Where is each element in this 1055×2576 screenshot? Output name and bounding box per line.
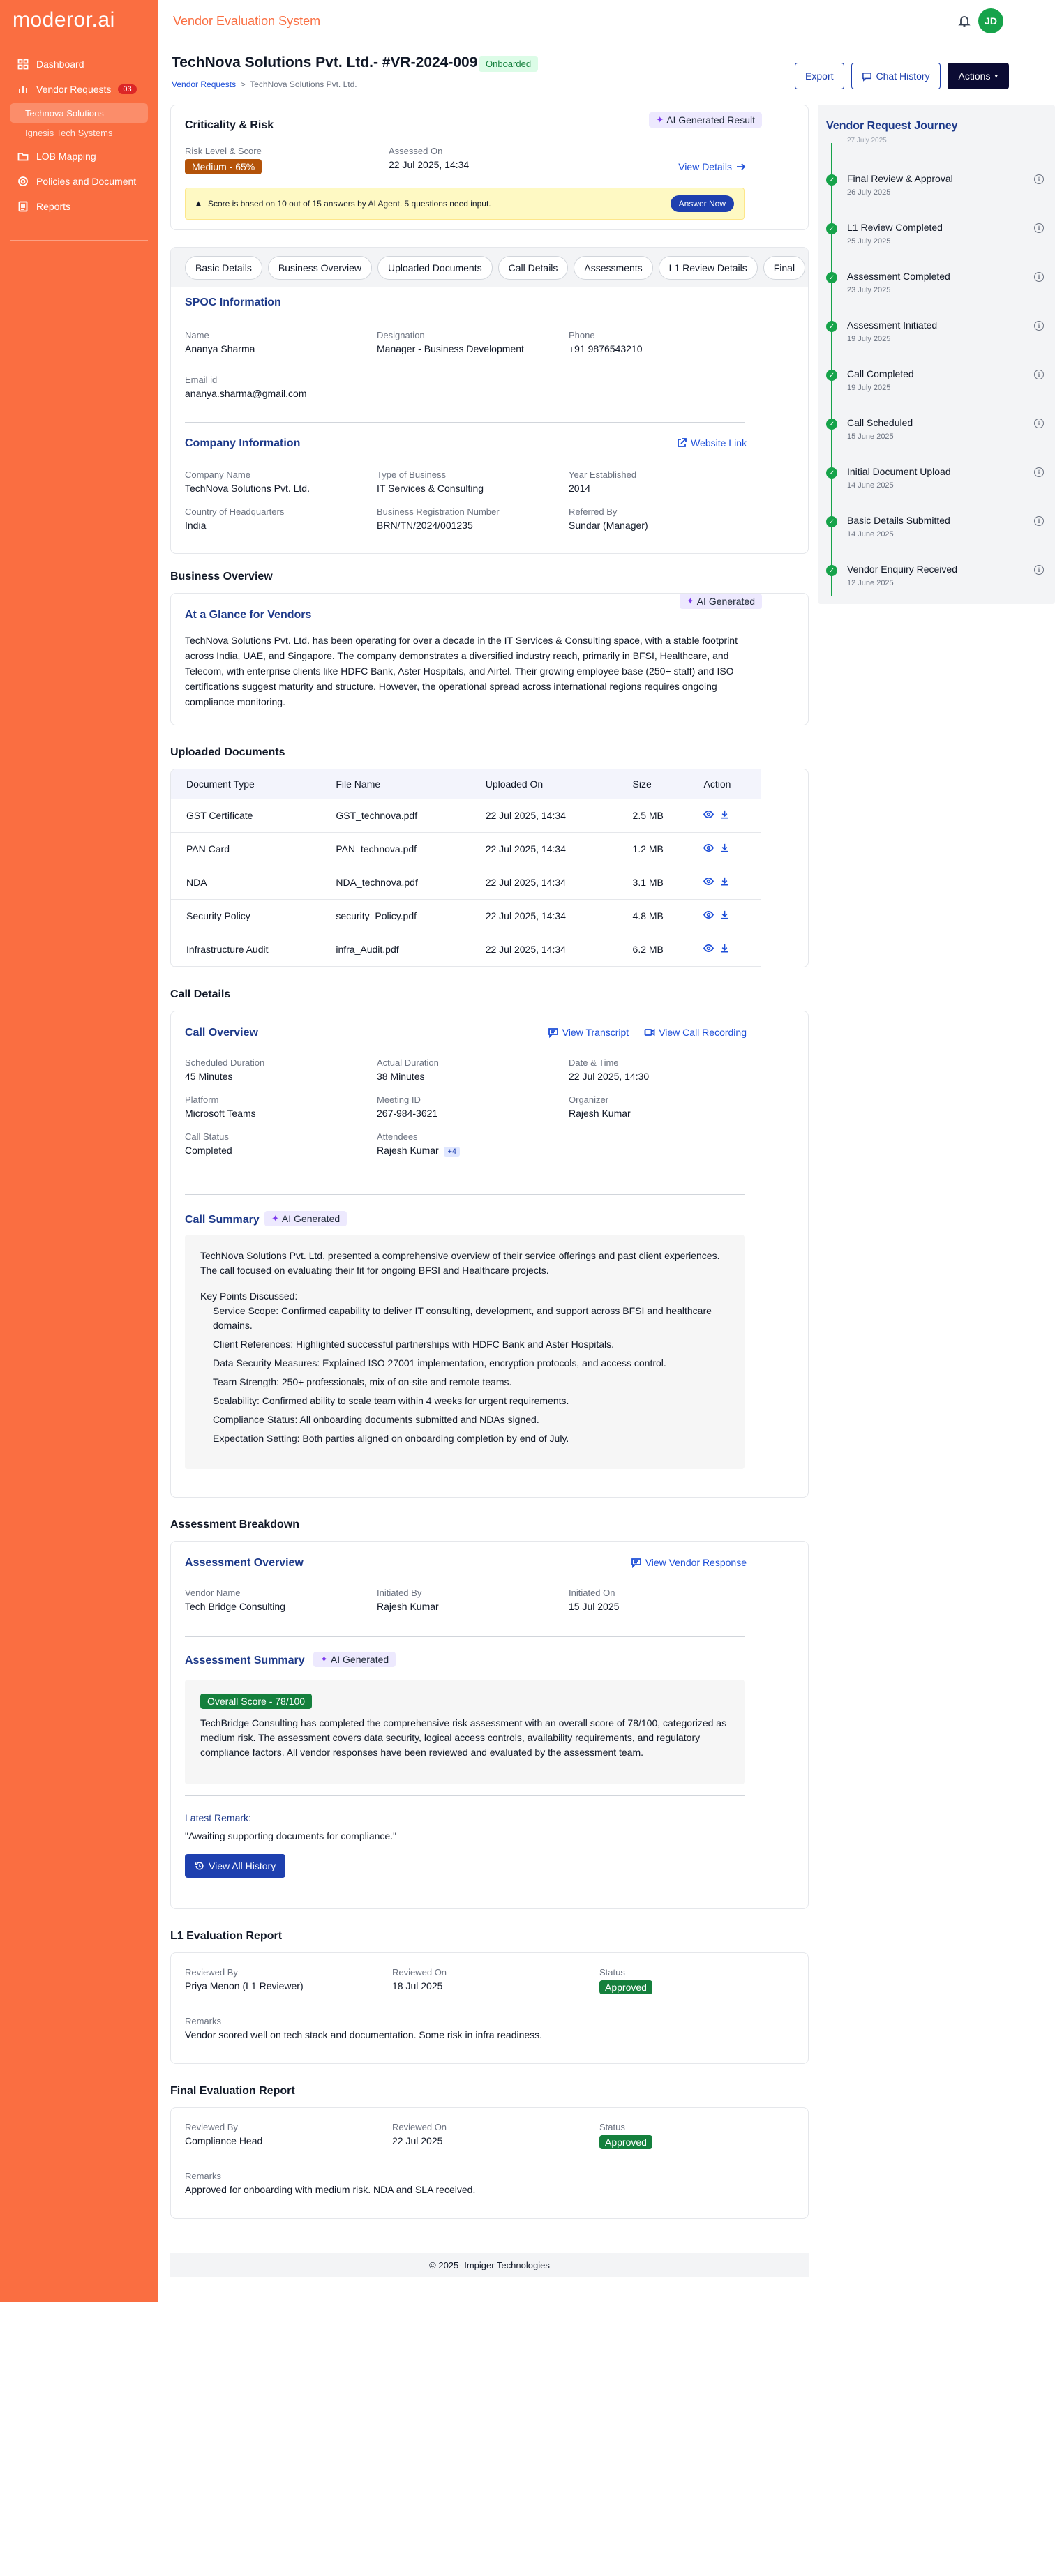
ai-label: AI Generated Result xyxy=(666,114,755,126)
timeline-step[interactable] xyxy=(826,319,1049,354)
info-icon[interactable]: i xyxy=(1034,174,1044,184)
sidebar-item-label: Dashboard xyxy=(36,59,84,70)
main-content xyxy=(170,105,809,2219)
timeline-step[interactable] xyxy=(826,222,1049,257)
history-icon xyxy=(195,1861,204,1871)
view-recording-link[interactable] xyxy=(644,1027,747,1038)
field-value: Tech Bridge Consulting xyxy=(185,1601,285,1612)
chat-icon xyxy=(862,71,872,82)
action-cell xyxy=(688,799,761,832)
journey-title: Vendor Request Journey xyxy=(826,120,958,132)
details-card xyxy=(170,247,809,554)
check-icon: ✓ xyxy=(826,174,837,186)
info-icon[interactable]: i xyxy=(1034,516,1044,526)
sidebar-item-label: Policies and Document xyxy=(36,176,137,187)
ai-label: AI Generated xyxy=(330,1654,389,1665)
warning-text: Score is based on 10 out of 15 answers by AI Agent. 5 questions need input. xyxy=(208,199,491,209)
action-cell xyxy=(688,933,761,966)
assessed-label: Assessed On xyxy=(389,146,443,156)
list-item: Compliance Status: All onboarding documents submitted and NDAs signed. xyxy=(213,1414,539,1425)
field-label: Attendees xyxy=(377,1131,418,1142)
cell: Security Policy xyxy=(171,899,320,933)
latest-remark-label: Latest Remark: xyxy=(185,1812,251,1823)
bar-chart-icon xyxy=(17,83,29,96)
website-link[interactable] xyxy=(676,437,747,449)
breadcrumb-root[interactable]: Vendor Requests xyxy=(172,80,237,89)
step-name: Assessment Completed xyxy=(847,271,950,282)
column-header: Action xyxy=(688,769,761,799)
breadcrumb xyxy=(172,80,357,89)
field-label: Name xyxy=(185,330,209,340)
documents-heading: Uploaded Documents xyxy=(170,746,285,758)
step-name: Initial Document Upload xyxy=(847,466,951,477)
step-date: 23 July 2025 xyxy=(847,286,891,294)
field-value: Completed xyxy=(185,1145,232,1156)
risk-label: Risk Level & Score xyxy=(185,146,262,156)
table-row xyxy=(171,933,761,966)
approved-badge: Approved xyxy=(599,1980,652,1994)
timeline-step[interactable] xyxy=(826,173,1049,208)
sparkle-icon: ✦ xyxy=(656,114,664,125)
tab-uploaded-documents[interactable]: Uploaded Documents xyxy=(377,256,493,280)
spoc-email-field xyxy=(185,375,307,399)
check-icon: ✓ xyxy=(826,370,837,381)
timeline-step[interactable] xyxy=(826,515,1049,550)
sidebar-item-policies[interactable] xyxy=(10,170,148,193)
company-fields xyxy=(185,469,761,531)
call-summary-intro: TechNova Solutions Pvt. Ltd. presented a comprehensive overview of their service offerings and past client experiences. The call focused on evaluating their fit for ongoing BFSI and Healthcare projects. xyxy=(200,1250,720,1276)
cell: GST Certificate xyxy=(171,799,320,832)
cell: 3.1 MB xyxy=(618,866,689,899)
answer-now-button[interactable]: Answer Now xyxy=(671,195,734,212)
view-recording-label: View Call Recording xyxy=(659,1027,747,1038)
step-name: Vendor Enquiry Received xyxy=(847,564,957,575)
l1-heading: L1 Evaluation Report xyxy=(170,1930,283,1942)
cell: 22 Jul 2025, 14:34 xyxy=(470,866,618,899)
l1-card xyxy=(170,1952,809,2064)
field-label: Call Status xyxy=(185,1131,229,1142)
eye-icon[interactable] xyxy=(703,911,719,922)
view-all-history-label: View All History xyxy=(209,1860,276,1871)
sidebar-item-reports[interactable] xyxy=(10,195,148,218)
check-icon: ✓ xyxy=(826,419,837,430)
step-name: Call Scheduled xyxy=(847,417,913,428)
cell: 6.2 MB xyxy=(618,933,689,966)
sidebar-subitem-ignesis[interactable]: Ignesis Tech Systems xyxy=(25,127,113,138)
cell: 4.8 MB xyxy=(618,899,689,933)
actions-label: Actions xyxy=(958,70,991,82)
tab-bar xyxy=(171,248,809,287)
field-label: Vendor Name xyxy=(185,1588,241,1598)
column-header: Uploaded On xyxy=(470,769,618,799)
list-item: Data Security Measures: Explained ISO 27001 implementation, encryption protocols, and access control. xyxy=(213,1357,666,1369)
field-label: Email id xyxy=(185,375,218,385)
header-actions xyxy=(795,63,1009,89)
cell: 22 Jul 2025, 14:34 xyxy=(470,899,618,933)
chevron-down-icon: ▾ xyxy=(994,72,998,80)
call-overview-title: Call Overview xyxy=(185,1027,258,1039)
timeline-step[interactable] xyxy=(826,271,1049,306)
step-date: 14 June 2025 xyxy=(847,530,894,538)
video-icon xyxy=(644,1027,655,1038)
external-link-icon xyxy=(676,437,687,449)
view-details-label: View Details xyxy=(678,161,732,172)
l1-remarks xyxy=(185,2016,542,2040)
call-fields xyxy=(185,1057,761,1156)
cell: GST_technova.pdf xyxy=(320,799,470,832)
field-value: Sundar (Manager) xyxy=(569,520,648,531)
field-value: 45 Minutes xyxy=(185,1071,233,1082)
arrow-right-icon xyxy=(735,161,747,172)
field-value: Ananya Sharma xyxy=(185,343,255,354)
company-title: Company Information xyxy=(185,437,301,449)
grid-icon xyxy=(17,58,29,70)
field-value: IT Services & Consulting xyxy=(377,483,484,494)
info-icon[interactable]: i xyxy=(1034,565,1044,575)
field-value: BRN/TN/2024/001235 xyxy=(377,520,473,531)
step-date: 25 July 2025 xyxy=(847,237,891,246)
business-overview-card xyxy=(170,593,809,725)
sparkle-icon: ✦ xyxy=(271,1213,279,1223)
chat-history-button[interactable] xyxy=(851,63,941,89)
cell: 22 Jul 2025, 14:34 xyxy=(470,799,618,832)
info-icon[interactable]: i xyxy=(1034,419,1044,428)
call-details-heading: Call Details xyxy=(170,988,231,1000)
field-value: 18 Jul 2025 xyxy=(392,1980,443,1991)
step-date: 14 June 2025 xyxy=(847,481,894,490)
field-label: Organizer xyxy=(569,1094,609,1105)
cell: infra_Audit.pdf xyxy=(320,933,470,966)
step-date: 26 July 2025 xyxy=(847,188,891,197)
eye-icon[interactable] xyxy=(703,844,719,855)
assessment-summary-text: TechBridge Consulting has completed the comprehensive risk assessment with an overall score of 78/100, categorized as medium risk. The assessment covers data security, logical access controls, availability requirements, and regulatory compliance factors. All vendor responses have been reviewed and evaluated by the assessment team. xyxy=(200,1717,727,1758)
field-label: Company Name xyxy=(185,469,250,480)
step-name: L1 Review Completed xyxy=(847,222,943,233)
criticality-title: Criticality & Risk xyxy=(185,119,274,131)
cell: 22 Jul 2025, 14:34 xyxy=(470,832,618,866)
view-all-history-button[interactable] xyxy=(185,1854,285,1878)
ai-generated-badge xyxy=(649,112,762,128)
attendees-value xyxy=(377,1145,569,1156)
sidebar-item-label: Reports xyxy=(36,201,71,212)
check-icon: ✓ xyxy=(826,516,837,527)
field-label: Actual Duration xyxy=(377,1057,439,1068)
sidebar-divider xyxy=(10,240,148,241)
journey-timeline xyxy=(818,105,1055,604)
table-row xyxy=(171,899,761,933)
export-label: Export xyxy=(805,70,834,82)
sparkle-icon: ✦ xyxy=(320,1654,328,1664)
journey-top-date: 27 July 2025 xyxy=(847,137,887,144)
call-details-card xyxy=(170,1011,809,1498)
assessment-fields xyxy=(185,1588,761,1612)
assessment-heading: Assessment Breakdown xyxy=(170,1519,299,1530)
view-vendor-response-label: View Vendor Response xyxy=(645,1557,747,1568)
tab-assessments[interactable]: Assessments xyxy=(574,256,652,280)
overall-score-badge: Overall Score - 78/100 xyxy=(200,1694,312,1709)
cell: 2.5 MB xyxy=(618,799,689,832)
assessment-card xyxy=(170,1541,809,1909)
key-points-list xyxy=(200,1304,729,1446)
l1-fields xyxy=(185,1967,753,1994)
field-label: Platform xyxy=(185,1094,219,1105)
risk-badge: Medium - 65% xyxy=(185,159,262,174)
step-name: Call Completed xyxy=(847,368,914,379)
folder-icon xyxy=(17,150,29,163)
assessed-value: 22 Jul 2025, 14:34 xyxy=(389,159,470,170)
business-overview-text: TechNova Solutions Pvt. Ltd. has been operating for over a decade in the IT Services & Consulting space, with a stable footprint across India, UAE, and Singapore. The company demonstrates a diversified industry reach, primarily in BFSI, Healthcare, and Telecom, with enterprise clients like HDFC Bank, Aster Hospitals, and Airtel. Their growing employee base (250+ staff) and ISO certifications suggest maturity and structure. However, the operational spread across international regions requires ongoing compliance monitoring. xyxy=(185,635,738,707)
latest-remark-text: "Awaiting supporting documents for compliance." xyxy=(185,1830,397,1841)
ai-label: AI Generated xyxy=(281,1213,341,1224)
ai-label: AI Generated xyxy=(696,596,755,607)
field-value: 2014 xyxy=(569,483,591,494)
transcript-icon xyxy=(548,1027,559,1038)
action-cell xyxy=(688,899,761,933)
table-header-row xyxy=(171,769,761,799)
final-card xyxy=(170,2107,809,2219)
field-label: Reviewed On xyxy=(392,2122,447,2132)
export-button[interactable] xyxy=(795,63,844,89)
field-label: Remarks xyxy=(185,2016,222,2026)
response-icon xyxy=(631,1557,642,1568)
sparkle-icon: ✦ xyxy=(686,596,694,606)
divider xyxy=(185,1795,745,1796)
field-label: Year Established xyxy=(569,469,637,480)
business-overview-heading: Business Overview xyxy=(170,571,273,582)
breadcrumb-separator: > xyxy=(240,80,246,89)
ai-generated-badge xyxy=(680,594,762,609)
assessment-summary-box xyxy=(185,1680,745,1784)
timeline-step[interactable] xyxy=(826,368,1049,403)
check-icon: ✓ xyxy=(826,321,837,332)
table-row xyxy=(171,832,761,866)
step-name: Basic Details Submitted xyxy=(847,515,950,526)
list-item: Team Strength: 250+ professionals, mix of on-site and remote teams. xyxy=(213,1376,512,1387)
spoc-fields xyxy=(185,330,761,354)
sidebar-item-dashboard[interactable] xyxy=(10,53,148,75)
step-date: 15 June 2025 xyxy=(847,432,894,441)
field-label: Referred By xyxy=(569,506,618,517)
field-value: TechNova Solutions Pvt. Ltd. xyxy=(185,483,310,494)
download-icon[interactable] xyxy=(719,911,735,922)
sidebar-item-label: LOB Mapping xyxy=(36,151,96,162)
action-cell xyxy=(688,866,761,899)
field-label: Phone xyxy=(569,330,595,340)
ai-generated-badge xyxy=(264,1211,347,1226)
cell: 22 Jul 2025, 14:34 xyxy=(470,933,618,966)
cell: PAN_technova.pdf xyxy=(320,832,470,866)
field-label: Designation xyxy=(377,330,425,340)
assessment-summary-title: Assessment Summary xyxy=(185,1655,305,1666)
view-details-link[interactable] xyxy=(678,161,747,172)
field-label: Reviewed By xyxy=(185,2122,238,2132)
list-item: Client References: Highlighted successful partnerships with HDFC Bank and Aster Hospitals. xyxy=(213,1339,615,1350)
field-label: Initiated By xyxy=(377,1588,422,1598)
action-cell xyxy=(688,832,761,866)
app-title: Vendor Evaluation System xyxy=(173,14,321,28)
sidebar-item-vendor-requests[interactable] xyxy=(10,78,148,100)
step-date: 12 June 2025 xyxy=(847,579,894,587)
documents-card xyxy=(170,769,809,967)
ai-generated-badge xyxy=(313,1652,396,1667)
field-label: Date & Time xyxy=(569,1057,619,1068)
column-header: Document Type xyxy=(171,769,320,799)
cell: PAN Card xyxy=(171,832,320,866)
cell: NDA_technova.pdf xyxy=(320,866,470,899)
spoc-title: SPOC Information xyxy=(185,296,281,308)
eye-icon[interactable] xyxy=(703,811,719,822)
field-label: Remarks xyxy=(185,2171,222,2181)
step-date: 19 July 2025 xyxy=(847,384,891,392)
warning-banner xyxy=(185,188,745,220)
field-label: Initiated On xyxy=(569,1588,615,1598)
field-value: India xyxy=(185,520,207,531)
info-icon[interactable]: i xyxy=(1034,272,1044,282)
sidebar-item-lob-mapping[interactable] xyxy=(10,145,148,167)
cell: 1.2 MB xyxy=(618,832,689,866)
field-value: 38 Minutes xyxy=(377,1071,425,1082)
view-transcript-link[interactable] xyxy=(548,1027,629,1038)
attendee-name: Rajesh Kumar xyxy=(377,1145,439,1156)
documents-table xyxy=(171,769,761,967)
call-links xyxy=(548,1027,747,1038)
field-value: 15 Jul 2025 xyxy=(569,1601,620,1612)
field-value: 22 Jul 2025, 14:30 xyxy=(569,1071,650,1082)
download-icon[interactable] xyxy=(719,878,735,889)
divider xyxy=(185,1636,745,1637)
final-heading: Final Evaluation Report xyxy=(170,2085,295,2097)
field-label: Meeting ID xyxy=(377,1094,421,1105)
field-label: Scheduled Duration xyxy=(185,1057,265,1068)
field-label: Status xyxy=(599,2122,625,2132)
footer: © 2025- Impiger Technologies xyxy=(170,2253,809,2277)
brand-logo: moderor.ai xyxy=(13,8,115,31)
info-icon[interactable]: i xyxy=(1034,321,1044,331)
breadcrumb-current: TechNova Solutions Pvt. Ltd. xyxy=(250,80,357,89)
bell-icon[interactable] xyxy=(956,13,973,29)
count-badge: 03 xyxy=(118,84,136,94)
info-icon[interactable]: i xyxy=(1034,467,1044,477)
report-icon xyxy=(17,200,29,213)
field-value: 22 Jul 2025 xyxy=(392,2135,443,2146)
attendees-more-badge[interactable]: +4 xyxy=(444,1147,460,1157)
step-name: Assessment Initiated xyxy=(847,319,938,331)
field-label: Business Registration Number xyxy=(377,506,500,517)
list-item: Scalability: Confirmed ability to scale team within 4 weeks for urgent requirements. xyxy=(213,1395,569,1406)
field-value: ananya.sharma@gmail.com xyxy=(185,388,307,399)
field-label: Type of Business xyxy=(377,469,446,480)
step-name: Final Review & Approval xyxy=(847,173,953,184)
field-value: +91 9876543210 xyxy=(569,343,643,354)
warning-icon: ▲ xyxy=(194,198,203,209)
table-row xyxy=(171,799,761,832)
column-header: Size xyxy=(618,769,689,799)
page-header xyxy=(172,52,1009,100)
field-label: Reviewed On xyxy=(392,1967,447,1978)
field-value: Rajesh Kumar xyxy=(569,1108,631,1119)
list-item: Expectation Setting: Both parties aligned on onboarding completion by end of July. xyxy=(213,1433,569,1444)
chat-history-label: Chat History xyxy=(876,70,930,82)
download-icon[interactable] xyxy=(719,944,735,956)
column-header: File Name xyxy=(320,769,470,799)
field-value: Manager - Business Development xyxy=(377,343,524,354)
view-transcript-label: View Transcript xyxy=(562,1027,629,1038)
field-label: Country of Headquarters xyxy=(185,506,285,517)
gear-icon xyxy=(17,175,29,188)
avatar[interactable]: JD xyxy=(978,8,1003,33)
sidebar-subitem-technova[interactable]: Technova Solutions xyxy=(10,103,148,123)
top-bar xyxy=(158,0,1055,43)
field-value: Compliance Head xyxy=(185,2135,263,2146)
field-value: Microsoft Teams xyxy=(185,1108,256,1119)
criticality-card xyxy=(170,105,809,230)
cell: NDA xyxy=(171,866,320,899)
check-icon: ✓ xyxy=(826,565,837,576)
tab-l1-review[interactable]: L1 Review Details xyxy=(659,256,758,280)
check-icon: ✓ xyxy=(826,272,837,283)
actions-dropdown-button[interactable] xyxy=(948,63,1009,89)
glance-title: At a Glance for Vendors xyxy=(185,609,312,621)
divider xyxy=(185,1194,745,1195)
tab-basic-details[interactable]: Basic Details xyxy=(185,256,262,280)
field-value: Rajesh Kumar xyxy=(377,1601,439,1612)
table-row xyxy=(171,866,761,899)
check-icon: ✓ xyxy=(826,223,837,234)
download-icon[interactable] xyxy=(719,844,735,855)
final-remarks xyxy=(185,2171,475,2195)
approved-badge: Approved xyxy=(599,2135,652,2149)
field-value: Vendor scored well on tech stack and documentation. Some risk in infra readiness. xyxy=(185,2029,543,2040)
timeline-step[interactable] xyxy=(826,466,1049,501)
timeline-step[interactable] xyxy=(826,564,1049,598)
sidebar-nav xyxy=(10,53,148,220)
key-points-label: Key Points Discussed: xyxy=(200,1290,298,1302)
sidebar-item-label: Vendor Requests xyxy=(36,84,112,95)
info-icon[interactable]: i xyxy=(1034,370,1044,379)
step-date: 19 July 2025 xyxy=(847,335,891,343)
call-summary-title: Call Summary xyxy=(185,1214,260,1226)
page-title: TechNova Solutions Pvt. Ltd.- #VR-2024-009 xyxy=(172,54,478,70)
timeline-step[interactable] xyxy=(826,417,1049,452)
field-value: Approved for onboarding with medium risk. NDA and SLA received. xyxy=(185,2184,476,2195)
call-summary-box xyxy=(185,1235,745,1469)
status-badge: Onboarded xyxy=(479,56,538,72)
download-icon[interactable] xyxy=(719,811,735,822)
sidebar xyxy=(0,0,158,2302)
cell: Infrastructure Audit xyxy=(171,933,320,966)
tab-final[interactable]: Final xyxy=(763,256,805,280)
field-value: 267-984-3621 xyxy=(377,1108,438,1119)
divider xyxy=(185,422,745,423)
website-label: Website Link xyxy=(691,437,747,449)
eye-icon[interactable] xyxy=(703,944,719,956)
field-value: Priya Menon (L1 Reviewer) xyxy=(185,1980,304,1991)
eye-icon[interactable] xyxy=(703,878,719,889)
list-item: Service Scope: Confirmed capability to deliver IT consulting, development, and support across BFSI and healthcare domains. xyxy=(213,1305,712,1331)
field-label: Reviewed By xyxy=(185,1967,238,1978)
tab-business-overview[interactable]: Business Overview xyxy=(268,256,372,280)
field-label: Status xyxy=(599,1967,625,1978)
assessment-overview-title: Assessment Overview xyxy=(185,1557,304,1569)
check-icon: ✓ xyxy=(826,467,837,479)
view-vendor-response-link[interactable] xyxy=(631,1557,747,1568)
final-fields xyxy=(185,2122,753,2149)
tab-call-details[interactable]: Call Details xyxy=(498,256,569,280)
info-icon[interactable]: i xyxy=(1034,223,1044,233)
cell: security_Policy.pdf xyxy=(320,899,470,933)
